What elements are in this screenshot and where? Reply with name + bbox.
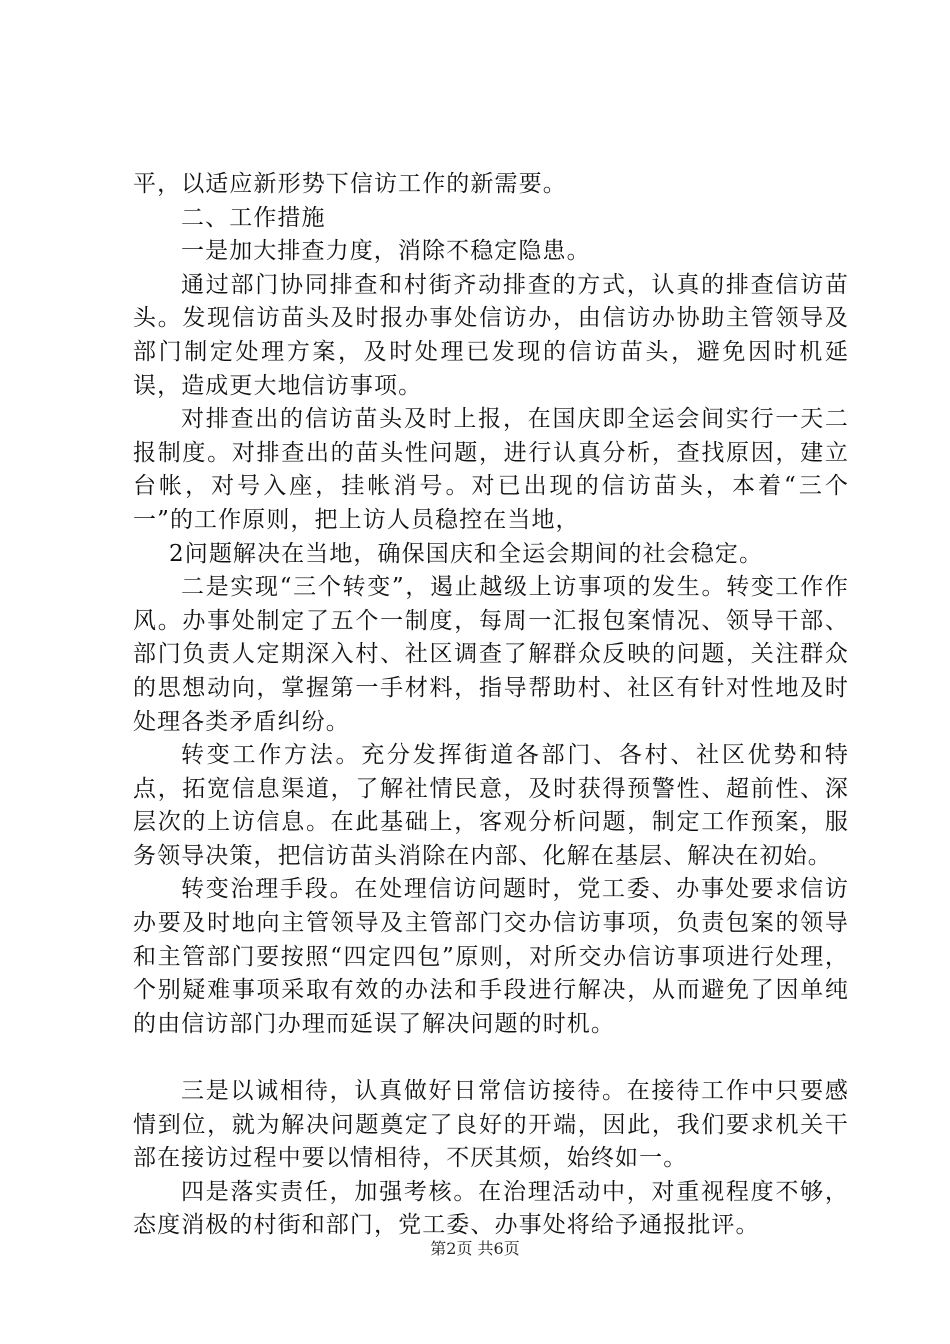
paragraph-investigation-method: 通过部门协同排查和村街齐动排查的方式，认真的排查信访苗头。发现信访苗头及时报办事处信访办，由信访办协助主管领导及部门制定处理方案，及时处理已发现的信访苗头，避免因时机延误，造成更大地信访事项。 — [133, 271, 849, 399]
subheading-investigation: 一是加大排查力度，消除不稳定隐患。 — [181, 238, 591, 265]
paragraph-responsibility: 四是落实责任，加强考核。在治理活动中，对重视程度不够，态度消极的村街和部门，党工委、办事处将给予通报批评。 — [133, 1178, 849, 1239]
paragraph-work-method: 转变工作方法。充分发挥街道各部门、各村、社区优势和特点，拓宽信息渠道，了解社情民意，及时获得预警性、超前性、深层次的上访信息。在此基础上，客观分析问题，制定工作预案，服务领导决策，把信访苗头消除在内部、化解在基层、解决在初始。 — [133, 742, 849, 869]
page-number-footer: 第2页 共6页 — [430, 1239, 520, 1258]
paragraph-continuation: 平，以适应新形势下信访工作的新需要。 — [133, 171, 567, 197]
paragraph-reception: 三是以诚相待，认真做好日常信访接待。在接待工作中只要感情到位，就为解决问题奠定了良好的开端，因此，我们要求机关干部在接访过程中要以情相待，不厌其烦，始终如一。 — [133, 1078, 849, 1172]
paragraph-three-changes: 二是实现“三个转变”，遏止越级上访事项的发生。转变工作作风。办事处制定了五个一制度，每周一汇报包案情况、领导干部、部门负责人定期深入村、社区调查了解群众反映的问题，关注群众的思想动向，掌握第一手材料，指导帮助村、社区有针对性地及时处理各类矛盾纠纷。 — [133, 574, 849, 735]
paragraph-local-resolution: 2问题解决在当地，确保国庆和全运会期间的社会稳定。 — [169, 540, 764, 567]
paragraph-reporting-system: 对排查出的信访苗头及时上报，在国庆即全运会间实行一天二报制度。对排查出的苗头性问题，进行认真分析，查找原因，建立台帐，对号入座，挂帐消号。对已出现的信访苗头，本着“三个一”的工作原则，把上访人员稳控在当地， — [133, 406, 849, 533]
document-body — [133, 168, 849, 1243]
section-heading-measures: 二、工作措施 — [181, 204, 326, 231]
paragraph-governance-means: 转变治理手段。在处理信访问题时，党工委、办事处要求信访办要及时地向主管领导及主管部门交办信访事项，负责包案的领导和主管部门要按照“四定四包”原则，对所交办信访事项进行处理，个别疑难事项采取有效的办法和手段进行解决，从而避免了因单纯的由信访部门办理而延误了解决问题的时机。 — [133, 876, 849, 1037]
